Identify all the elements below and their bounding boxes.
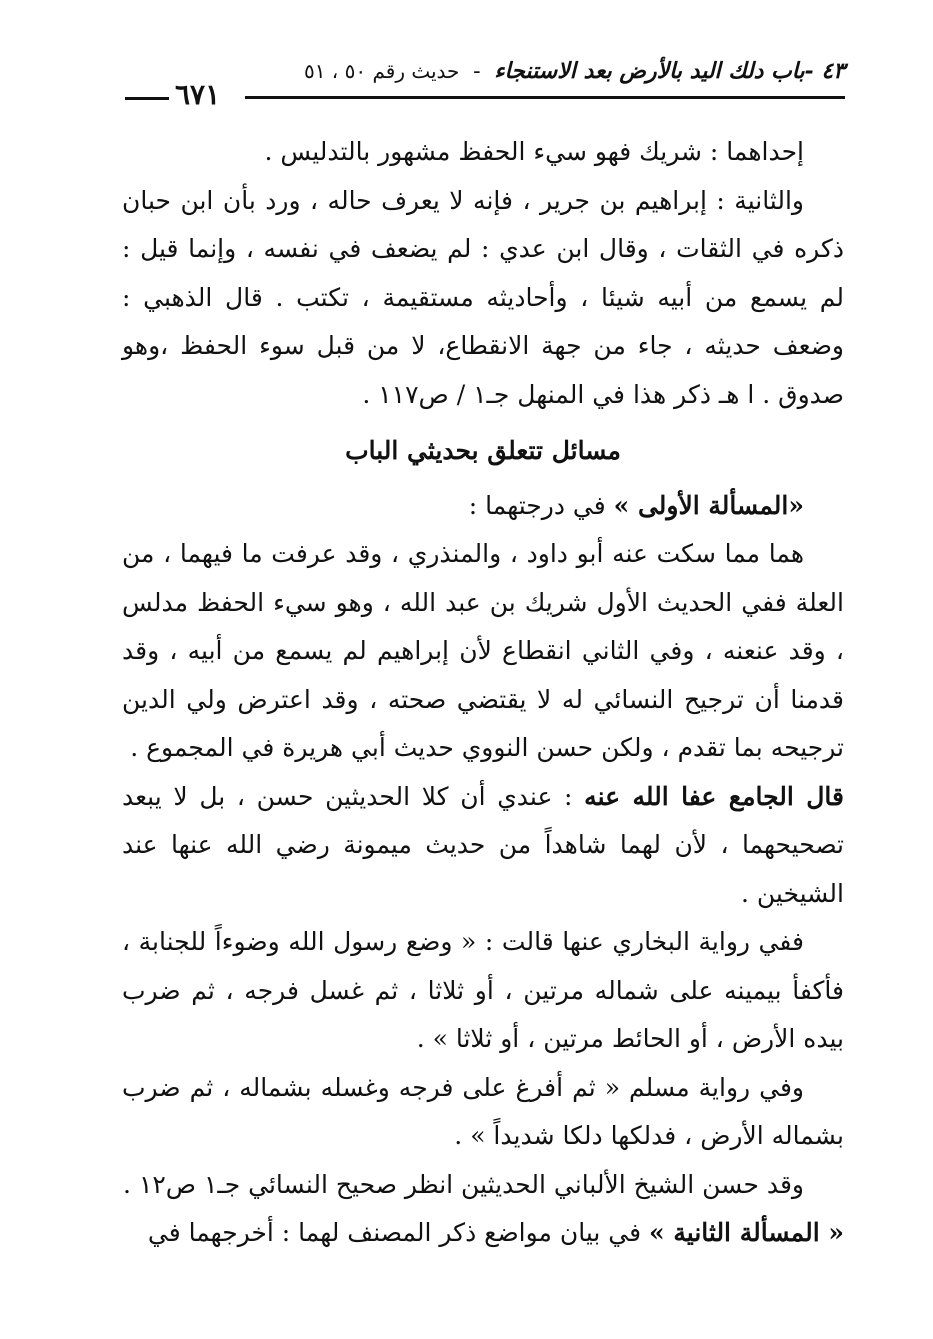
page-header [125,52,845,112]
compiler-opinion-text: : عندي أن كلا الحديثين حسن ، بل لا يبعد تصحيحهما ، لأن لهما شاهداً من حديث ميمونة رضي الله عنها عند الشيخين . [122,781,844,908]
compiler-label: قال الجامع عفا الله عنه [584,781,844,811]
body-text [122,128,844,1258]
header-separator: - [473,59,481,84]
question-two-text: في بيان مواضع ذكر المصنف لهما : أخرجهما في [147,1218,650,1247]
paragraph-second-narrator: والثانية : إبراهيم بن جرير ، فإنه لا يعرف حاله ، ورد بأن ابن حبان ذكره في الثقات ، وقال ابن عدي : لم يضعف في نفسه ، وإنما قيل : لم يسمع من أبيه شيئا ، وأحاديثه مستقيمة ، تكتب . قال الذهبي : وضعف حديثه ، جاء من جهة الانقطاع، لا من قبل سوء الحفظ ،وهو صدوق . ا هـ ذكر هذا في المنهل جـ١ / ص١١٧ . [122,185,844,409]
paragraph-bukhari-narration: ففي رواية البخاري عنها قالت : « وضع رسول الله وضوءاً للجنابة ، فأكفأ بيمينه على شماله مرتين ، أو ثلاثا ، ثم غسل فرجه ، ثم ضرب بيده الأرض ، أو الحائط مرتين ، أو ثلاثا » . [122,927,844,1053]
hadith-reference: حديث رقم ٥٠ ، ٥١ [303,59,460,83]
paragraph-first-narrator: إحداهما : شريك فهو سيء الحفظ مشهور بالتدليس . [264,137,804,166]
chapter-title: ٤٣ -باب دلك اليد بالأرض بعد الاستنجاء [494,58,845,84]
paragraph-grading: هما مما سكت عنه أبو داود ، والمنذري ، وقد عرفت ما فيهما ، من العلة ففي الحديث الأول شريك بن عبد الله ، وهو سيء الحفظ مدلس ، وقد عنعنه ، وفي الثاني انقطاع لأن إبراهيم لم يسمع من أبيه ، وقد قدمنا أن ترجيح النسائي له لا يقتضي صحته ، وقد اعترض ولي الدين ترجيحه بما تقدم ، ولكن حسن النووي حديث أبي هريرة في المجموع . [122,539,844,762]
paragraph-compiler-opinion [122,773,844,919]
paragraph-albani-grading: وقد حسن الشيخ الألباني الحديثين انظر صحيح النسائي جـ١ ص١٢ . [123,1169,804,1199]
question-two-label: « المسألة الثانية » [649,1218,844,1247]
question-two [122,1209,844,1258]
running-head [285,58,845,84]
paragraph-muslim-narration: وفي رواية مسلم « ثم أفرغ على فرجه وغسله بشماله ، ثم ضرب بشماله الأرض ، فدلكها دلكا شديداً » . [122,1072,844,1150]
page-number: ٦٧١ [175,78,221,111]
header-rule [245,96,845,99]
question-one-text: في درجتهما : [468,490,614,520]
section-heading: مسائل تتعلق بحديثي الباب [345,436,621,465]
question-one [122,482,844,531]
page-number-dash [125,97,169,100]
question-one-label: «المسألة الأولى » [613,490,804,520]
